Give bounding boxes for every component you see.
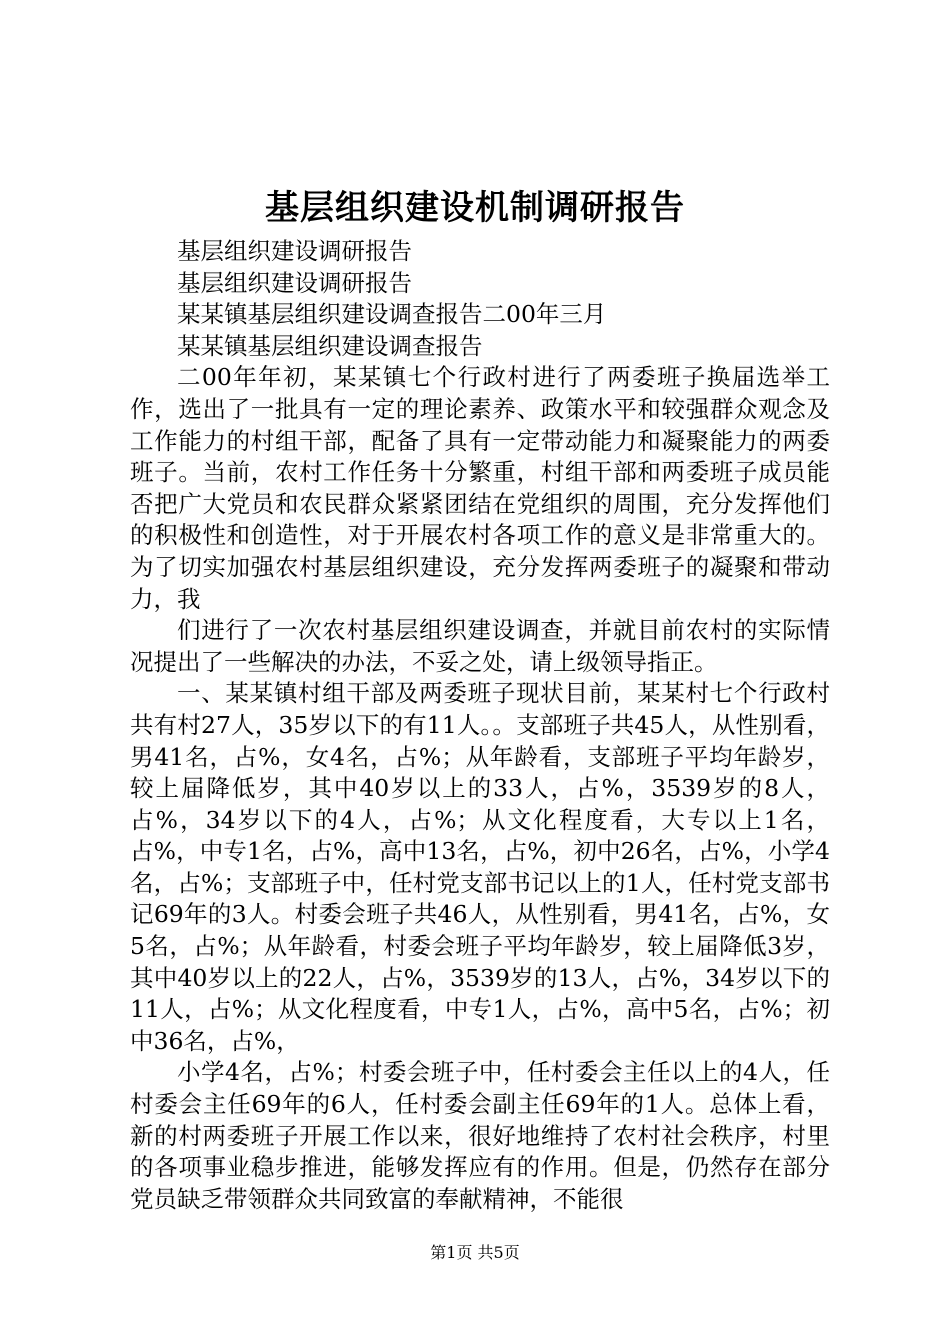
body-paragraph: 们进行了一次农村基层组织建设调查，并就目前农村的实际情况提出了一些解决的办法，不妥之处，请上级领导指正。	[130, 616, 830, 676]
body-paragraph: 某某镇基层组织建设调查报告二00年三月	[177, 300, 607, 329]
body-paragraph: 基层组织建设调研报告	[177, 268, 412, 297]
body-paragraph: 二00年年初，某某镇七个行政村进行了两委班子换届选举工作，选出了一批具有一定的理论素养、政策水平和较强群众观念及工作能力的村组干部，配备了具有一定带动能力和凝聚能力的两委班子。当前，农村工作任务十分繁重，村组干部和两委班子成员能否把广大党员和农民群众紧紧团结在党组织的周围，充分发挥他们的积极性和创造性，对于开展农村各项工作的意义是非常重大的。为了切实加强农村基层组织建设，充分发挥两委班子的凝聚和带动力，我	[130, 363, 830, 613]
body-paragraph: 某某镇基层组织建设调查报告	[177, 331, 483, 360]
document-title: 基层组织建设机制调研报告	[265, 188, 685, 228]
body-paragraph: 一、某某镇村组干部及两委班子现状目前，某某村七个行政村共有村27人，35岁以下的有11人。。支部班子共45人，从性别看，男41名，占%，女4名，占%；从年龄看，支部班子平均年龄岁，较上届降低岁，其中40岁以上的33人，占%，3539岁的8人，占%，34岁以下的4人，占%；从文化程度看，大专以上1名，占%，中专1名，占%，高中13名，占%，初中26名，占%，小学4名，占%；支部班子中，任村党支部书记以上的1人，任村党支部书记69年的3人。村委会班子共46人，从性别看，男41名，占%，女5名，占%；从年龄看，村委会班子平均年龄岁，较上届降低3岁，其中40岁以上的22人，占%，3539岁的13人，占%，34岁以下的11人，占%；从文化程度看，中专1人，占%，高中5名，占%；初中36名，占%，	[130, 679, 830, 1055]
body-paragraph: 小学4名，占%；村委会班子中，任村委会主任以上的4人，任村委会主任69年的6人，任村委会副主任69年的1人。总体上看，新的村两委班子开展工作以来，很好地维持了农村社会秩序，村里的各项事业稳步推进，能够发挥应有的作用。但是，仍然存在部分党员缺乏带领群众共同致富的奉献精神，不能很	[130, 1058, 830, 1213]
body-paragraph: 基层组织建设调研报告	[177, 237, 412, 265]
page-footer: 第1页 共5页	[430, 1243, 520, 1262]
document-body	[130, 236, 830, 1215]
